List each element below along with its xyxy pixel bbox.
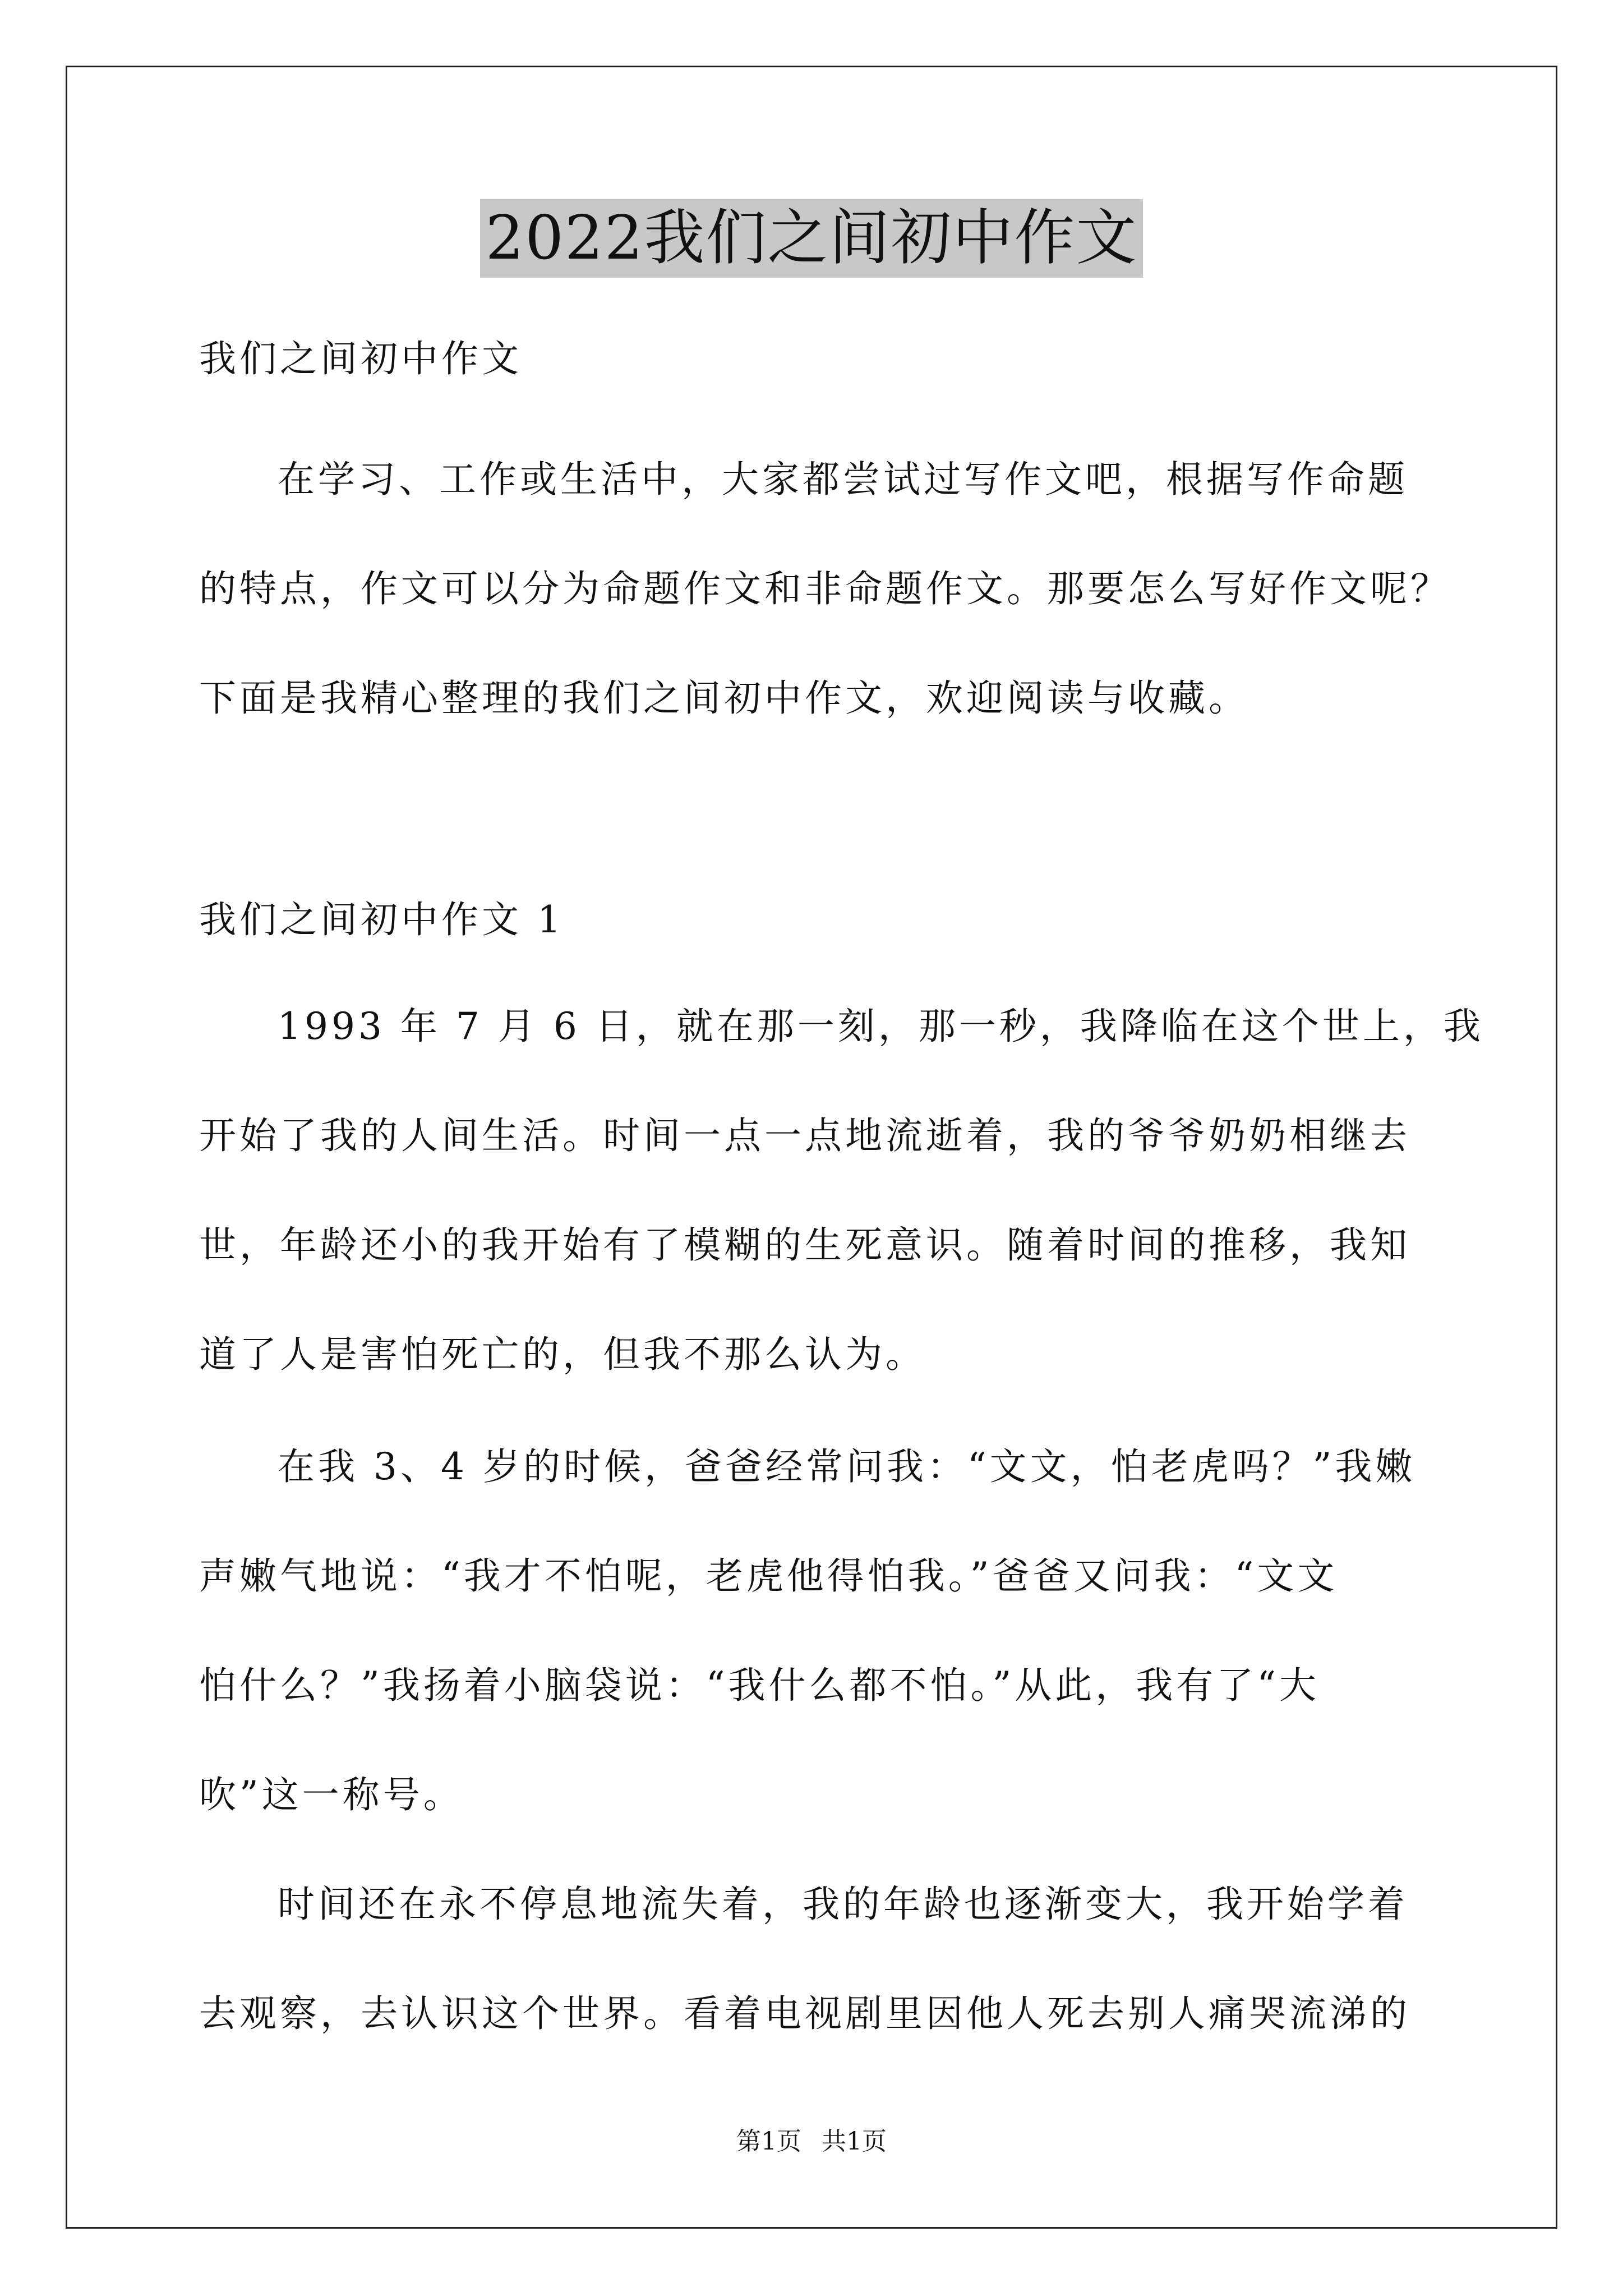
intro-line-2: 的特点，作文可以分为命题作文和非命题作文。那要怎么写好作文呢？ [199,567,1451,610]
para1-line-2: 开始了我的人间生活。时间一点一点地流逝着，我的爷爷奶奶相继去 [199,1114,1410,1157]
title-wrap [0,199,1623,278]
para1-line-4: 道了人是害怕死亡的，但我不那么认为。 [199,1333,926,1376]
para3-line-1: 时间还在永不停息地流失着，我的年龄也逐渐变大，我开始学着 [278,1883,1408,1926]
intro-line-3: 下面是我精心整理的我们之间初中作文，欢迎阅读与收藏。 [199,677,1249,720]
para2-line-4: 吹”这一称号。 [199,1773,464,1816]
intro-heading: 我们之间初中作文 [199,337,522,380]
page-footer [0,2126,1623,2157]
page-number: 第1页 [736,2127,801,2156]
para3-line-2: 去观察，去认识这个世界。看着电视剧里因他人死去别人痛哭流涕的 [199,1992,1410,2035]
para2-line-1: 在我 3、4 岁的时候，爸爸经常问我：“文文，怕老虎吗？”我嫩 [278,1445,1416,1488]
intro-line-1: 在学习、工作或生活中，大家都尝试过写作文吧，根据写作命题 [278,458,1408,501]
essay1-heading: 我们之间初中作文 1 [199,898,564,941]
para2-line-3: 怕什么？”我扬着小脑袋说：“我什么都不怕。”从此，我有了“大 [199,1664,1320,1707]
para1-line-3: 世，年龄还小的我开始有了模糊的生死意识。随着时间的推移，我知 [199,1223,1410,1267]
page-total: 共1页 [822,2127,887,2156]
document-title: 2022我们之间初中作文 [480,199,1144,278]
para1-line-1: 1993 年 7 月 6 日，就在那一刻，那一秒，我降临在这个世上，我 [278,1005,1484,1048]
para2-line-2: 声嫩气地说：“我才不怕呢，老虎他得怕我。”爸爸又问我：“文文 [199,1554,1338,1598]
